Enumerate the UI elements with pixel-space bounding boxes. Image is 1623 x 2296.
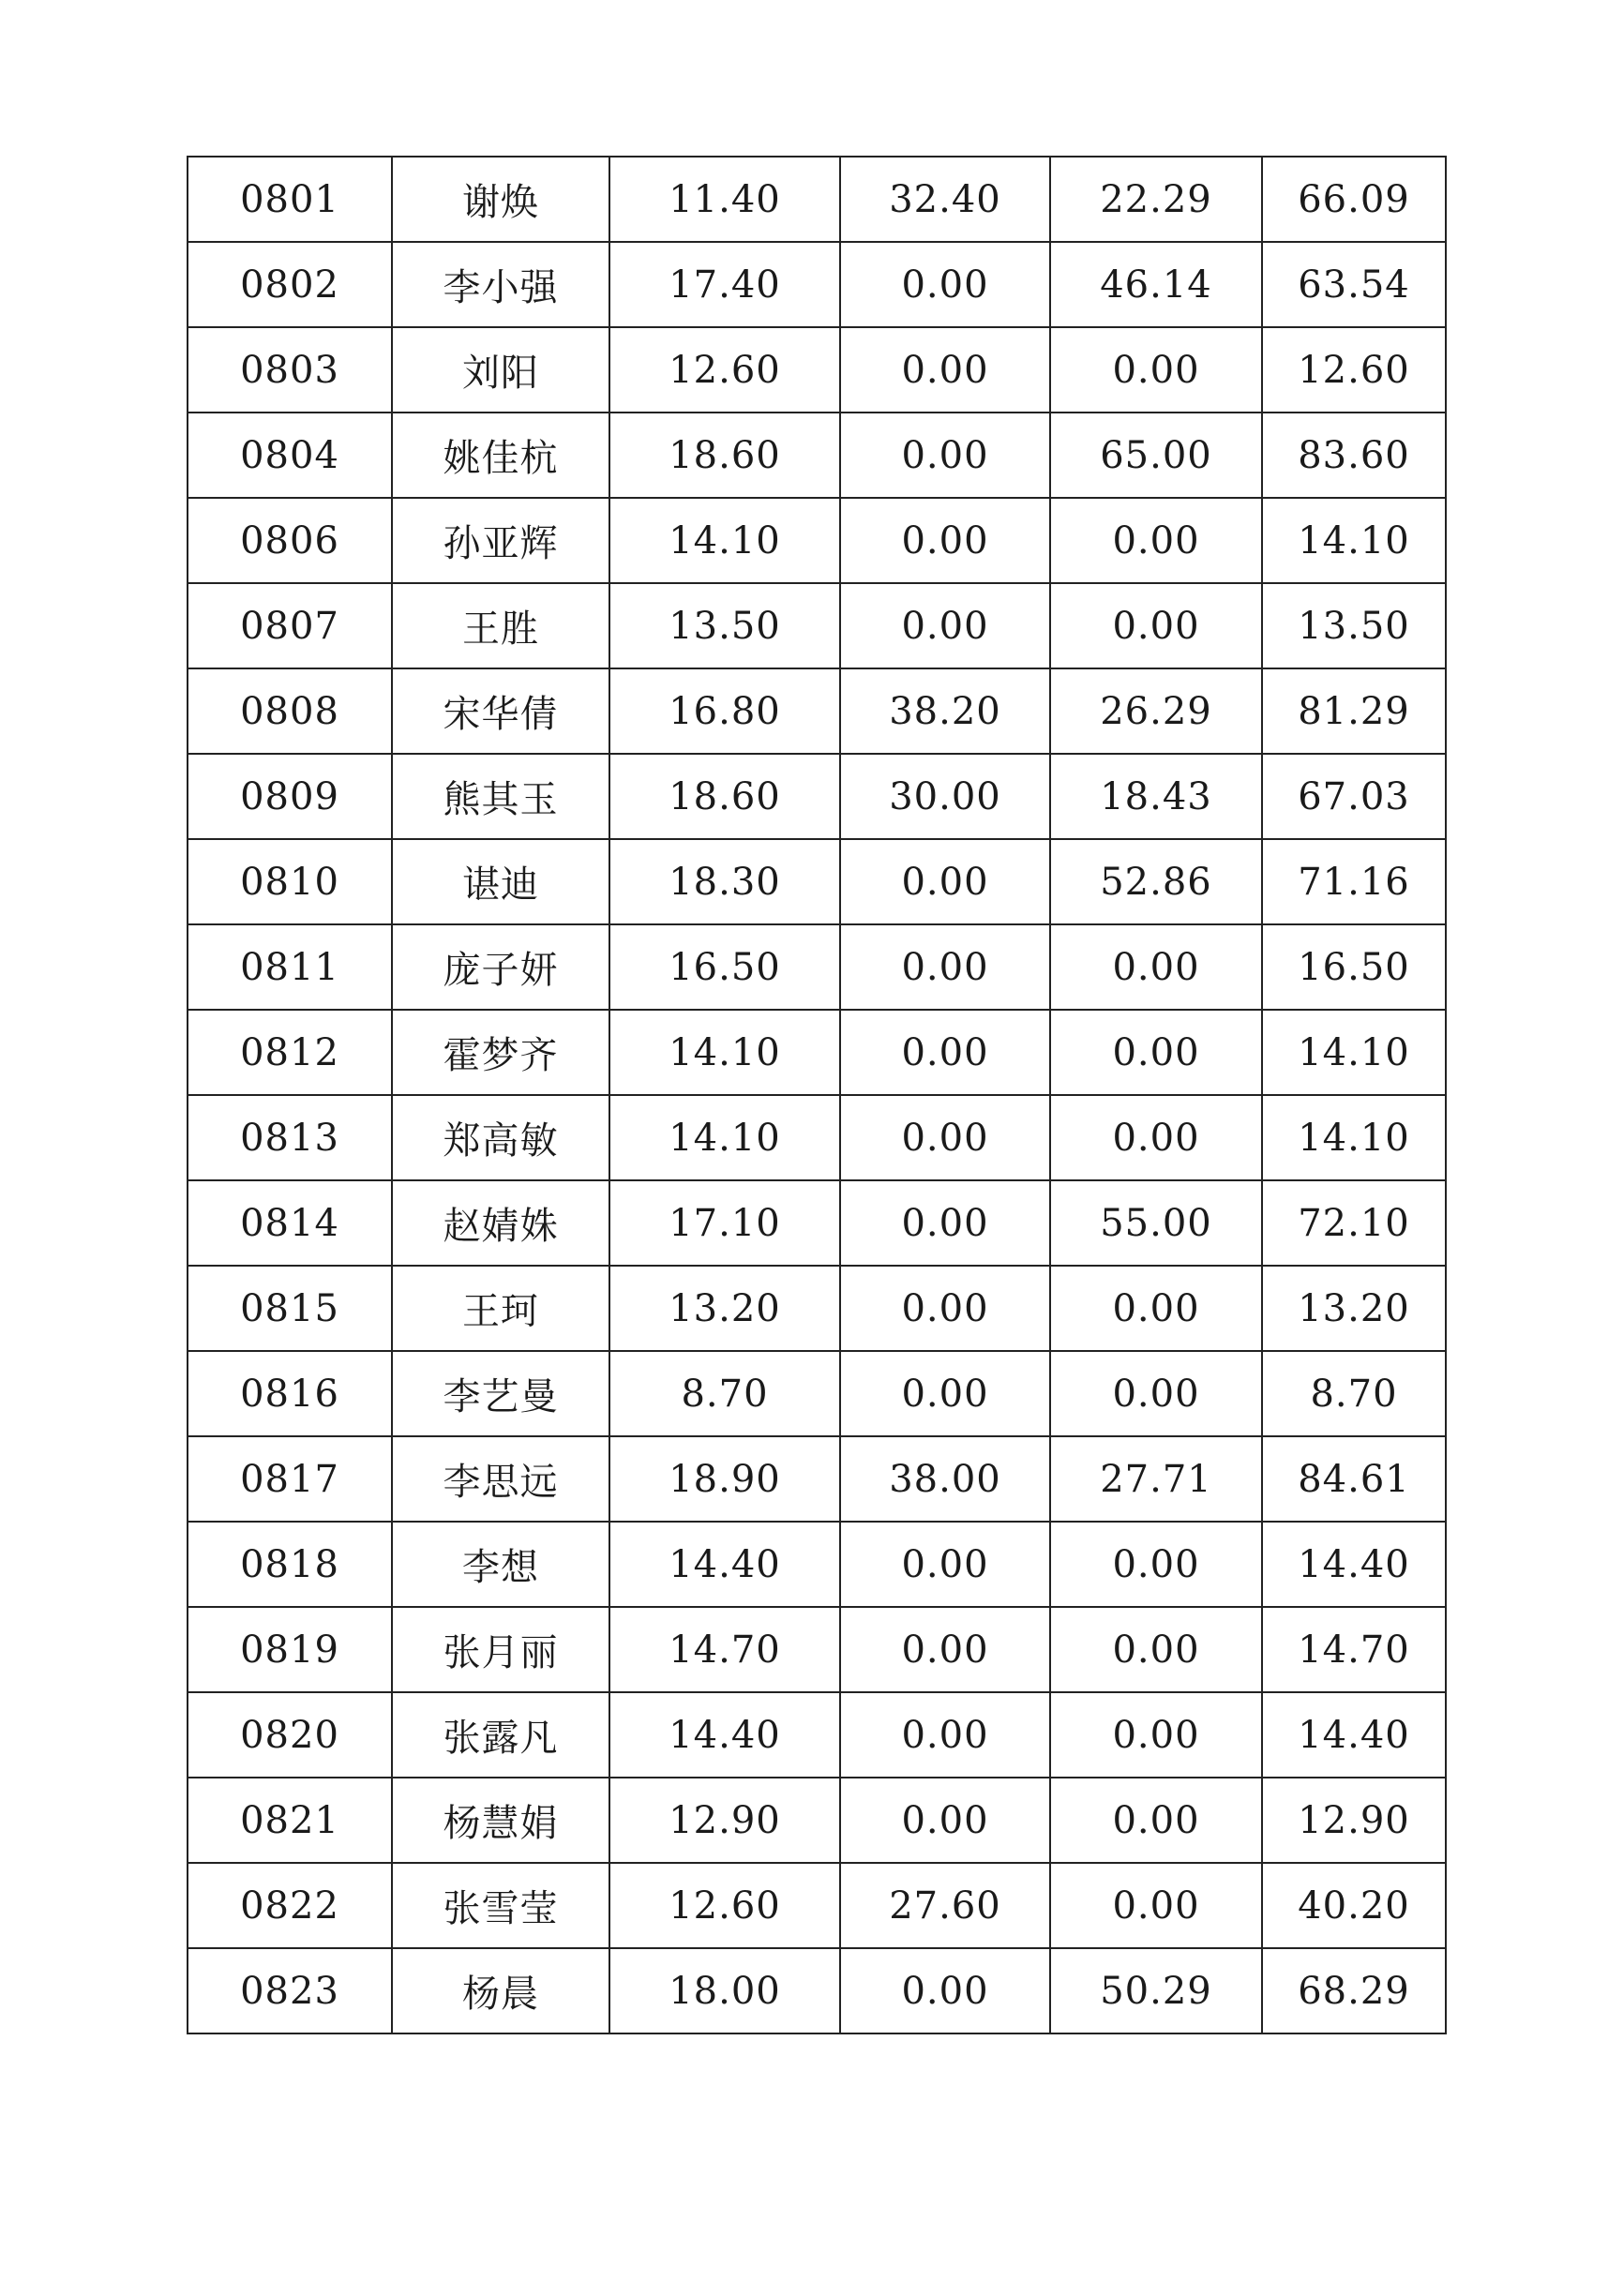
name-cell: 宋华倩 (392, 668, 609, 754)
score1-cell: 18.90 (609, 1436, 840, 1522)
name-cell: 李艺曼 (392, 1351, 609, 1436)
id-cell: 0812 (188, 1010, 392, 1095)
score1-cell: 13.20 (609, 1266, 840, 1351)
id-cell: 0816 (188, 1351, 392, 1436)
table-row (188, 924, 1446, 1010)
total-cell: 13.20 (1262, 1266, 1446, 1351)
score3-cell: 18.43 (1050, 754, 1262, 839)
score2-cell: 38.20 (840, 668, 1050, 754)
table-row (188, 1607, 1446, 1692)
total-cell: 14.10 (1262, 498, 1446, 583)
score2-cell: 0.00 (840, 1095, 1050, 1180)
name-cell: 熊其玉 (392, 754, 609, 839)
name-cell: 郑高敏 (392, 1095, 609, 1180)
total-cell: 12.90 (1262, 1778, 1446, 1863)
id-cell: 0823 (188, 1948, 392, 2033)
score2-cell: 0.00 (840, 242, 1050, 327)
id-cell: 0811 (188, 924, 392, 1010)
score3-cell: 0.00 (1050, 1522, 1262, 1607)
score2-cell: 0.00 (840, 1522, 1050, 1607)
name-cell: 姚佳杭 (392, 413, 609, 498)
score1-cell: 13.50 (609, 583, 840, 668)
score3-cell: 50.29 (1050, 1948, 1262, 2033)
id-cell: 0809 (188, 754, 392, 839)
name-cell: 赵婧姝 (392, 1180, 609, 1266)
table-row (188, 1180, 1446, 1266)
score3-cell: 22.29 (1050, 157, 1262, 242)
table-row (188, 1692, 1446, 1778)
total-cell: 81.29 (1262, 668, 1446, 754)
score3-cell: 46.14 (1050, 242, 1262, 327)
score2-cell: 0.00 (840, 1948, 1050, 2033)
score1-cell: 14.10 (609, 498, 840, 583)
score3-cell: 0.00 (1050, 1266, 1262, 1351)
table-row (188, 668, 1446, 754)
score2-cell: 30.00 (840, 754, 1050, 839)
id-cell: 0808 (188, 668, 392, 754)
name-cell: 李思远 (392, 1436, 609, 1522)
id-cell: 0822 (188, 1863, 392, 1948)
score3-cell: 0.00 (1050, 498, 1262, 583)
score3-cell: 65.00 (1050, 413, 1262, 498)
score3-cell: 0.00 (1050, 1778, 1262, 1863)
score3-cell: 0.00 (1050, 1010, 1262, 1095)
id-cell: 0817 (188, 1436, 392, 1522)
name-cell: 张雪莹 (392, 1863, 609, 1948)
score2-cell: 27.60 (840, 1863, 1050, 1948)
score3-cell: 0.00 (1050, 1351, 1262, 1436)
total-cell: 63.54 (1262, 242, 1446, 327)
score3-cell: 0.00 (1050, 583, 1262, 668)
name-cell: 王胜 (392, 583, 609, 668)
score1-cell: 18.00 (609, 1948, 840, 2033)
score2-cell: 0.00 (840, 498, 1050, 583)
score2-cell: 32.40 (840, 157, 1050, 242)
score3-cell: 0.00 (1050, 1095, 1262, 1180)
table-row (188, 754, 1446, 839)
table-row (188, 583, 1446, 668)
score-table (187, 156, 1447, 2034)
score1-cell: 14.10 (609, 1010, 840, 1095)
score2-cell: 0.00 (840, 1010, 1050, 1095)
score2-cell: 0.00 (840, 1607, 1050, 1692)
name-cell: 谢焕 (392, 157, 609, 242)
table-row (188, 1863, 1446, 1948)
total-cell: 12.60 (1262, 327, 1446, 413)
total-cell: 40.20 (1262, 1863, 1446, 1948)
name-cell: 张露凡 (392, 1692, 609, 1778)
score3-cell: 0.00 (1050, 924, 1262, 1010)
score2-cell: 0.00 (840, 1351, 1050, 1436)
id-cell: 0804 (188, 413, 392, 498)
table-row (188, 327, 1446, 413)
score1-cell: 18.60 (609, 754, 840, 839)
score2-cell: 0.00 (840, 924, 1050, 1010)
name-cell: 杨晨 (392, 1948, 609, 2033)
score2-cell: 0.00 (840, 413, 1050, 498)
score2-cell: 0.00 (840, 1180, 1050, 1266)
id-cell: 0810 (188, 839, 392, 924)
table-row (188, 1266, 1446, 1351)
name-cell: 刘阳 (392, 327, 609, 413)
score3-cell: 0.00 (1050, 1692, 1262, 1778)
score1-cell: 18.30 (609, 839, 840, 924)
score1-cell: 16.50 (609, 924, 840, 1010)
score2-cell: 0.00 (840, 1692, 1050, 1778)
score2-cell: 38.00 (840, 1436, 1050, 1522)
score1-cell: 14.40 (609, 1522, 840, 1607)
name-cell: 杨慧娟 (392, 1778, 609, 1863)
score1-cell: 16.80 (609, 668, 840, 754)
table-row (188, 157, 1446, 242)
id-cell: 0802 (188, 242, 392, 327)
name-cell: 庞子妍 (392, 924, 609, 1010)
score3-cell: 0.00 (1050, 327, 1262, 413)
score2-cell: 0.00 (840, 583, 1050, 668)
total-cell: 16.50 (1262, 924, 1446, 1010)
score1-cell: 14.40 (609, 1692, 840, 1778)
total-cell: 67.03 (1262, 754, 1446, 839)
total-cell: 14.70 (1262, 1607, 1446, 1692)
total-cell: 14.40 (1262, 1522, 1446, 1607)
total-cell: 71.16 (1262, 839, 1446, 924)
table-row (188, 839, 1446, 924)
table-row (188, 1010, 1446, 1095)
id-cell: 0813 (188, 1095, 392, 1180)
name-cell: 王珂 (392, 1266, 609, 1351)
table-row (188, 242, 1446, 327)
table-row (188, 1351, 1446, 1436)
table-row (188, 413, 1446, 498)
name-cell: 张月丽 (392, 1607, 609, 1692)
score1-cell: 12.60 (609, 1863, 840, 1948)
name-cell: 李想 (392, 1522, 609, 1607)
score1-cell: 17.40 (609, 242, 840, 327)
id-cell: 0821 (188, 1778, 392, 1863)
total-cell: 14.40 (1262, 1692, 1446, 1778)
score1-cell: 12.60 (609, 327, 840, 413)
score1-cell: 14.10 (609, 1095, 840, 1180)
total-cell: 72.10 (1262, 1180, 1446, 1266)
id-cell: 0801 (188, 157, 392, 242)
score3-cell: 0.00 (1050, 1607, 1262, 1692)
total-cell: 14.10 (1262, 1095, 1446, 1180)
total-cell: 84.61 (1262, 1436, 1446, 1522)
table-body (188, 157, 1446, 2033)
score1-cell: 8.70 (609, 1351, 840, 1436)
total-cell: 8.70 (1262, 1351, 1446, 1436)
id-cell: 0818 (188, 1522, 392, 1607)
table-row (188, 1436, 1446, 1522)
id-cell: 0820 (188, 1692, 392, 1778)
score2-cell: 0.00 (840, 839, 1050, 924)
total-cell: 14.10 (1262, 1010, 1446, 1095)
id-cell: 0815 (188, 1266, 392, 1351)
score2-cell: 0.00 (840, 1266, 1050, 1351)
name-cell: 孙亚辉 (392, 498, 609, 583)
score3-cell: 52.86 (1050, 839, 1262, 924)
name-cell: 谌迪 (392, 839, 609, 924)
total-cell: 13.50 (1262, 583, 1446, 668)
score1-cell: 18.60 (609, 413, 840, 498)
table-row (188, 1948, 1446, 2033)
name-cell: 霍梦齐 (392, 1010, 609, 1095)
name-cell: 李小强 (392, 242, 609, 327)
id-cell: 0819 (188, 1607, 392, 1692)
total-cell: 66.09 (1262, 157, 1446, 242)
id-cell: 0807 (188, 583, 392, 668)
score2-cell: 0.00 (840, 327, 1050, 413)
table-row (188, 1095, 1446, 1180)
score3-cell: 0.00 (1050, 1863, 1262, 1948)
table-row (188, 498, 1446, 583)
score3-cell: 27.71 (1050, 1436, 1262, 1522)
score1-cell: 14.70 (609, 1607, 840, 1692)
score1-cell: 12.90 (609, 1778, 840, 1863)
score3-cell: 55.00 (1050, 1180, 1262, 1266)
score1-cell: 11.40 (609, 157, 840, 242)
score3-cell: 26.29 (1050, 668, 1262, 754)
score2-cell: 0.00 (840, 1778, 1050, 1863)
id-cell: 0806 (188, 498, 392, 583)
total-cell: 68.29 (1262, 1948, 1446, 2033)
table-row (188, 1778, 1446, 1863)
id-cell: 0803 (188, 327, 392, 413)
table-row (188, 1522, 1446, 1607)
id-cell: 0814 (188, 1180, 392, 1266)
total-cell: 83.60 (1262, 413, 1446, 498)
score1-cell: 17.10 (609, 1180, 840, 1266)
